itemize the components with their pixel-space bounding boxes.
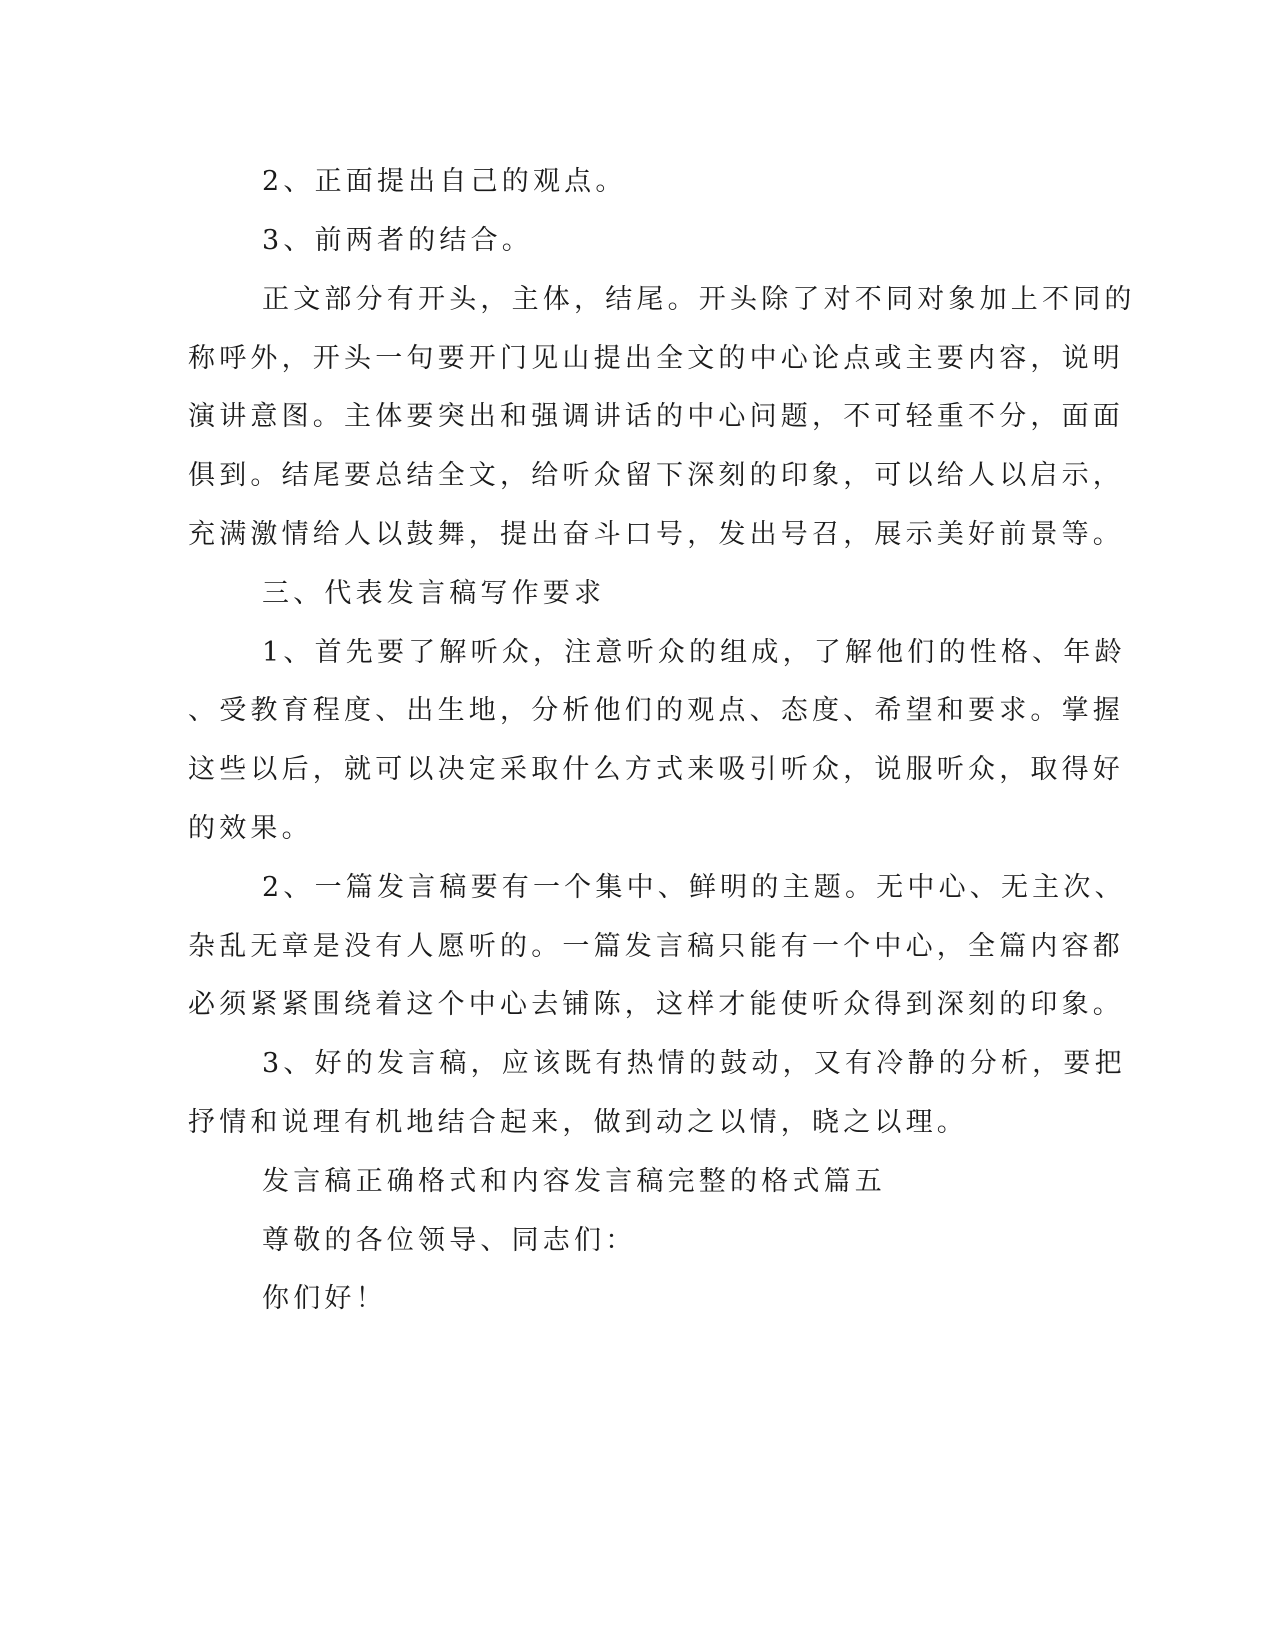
paragraph-line: 演讲意图。主体要突出和强调讲话的中心问题，不可轻重不分，面面 [188, 401, 1124, 432]
paragraph-line: 的效果。 [188, 813, 313, 844]
paragraph-line: 这些以后，就可以决定采取什么方式来吸引听众，说服听众，取得好 [188, 754, 1124, 785]
paragraph-line: 杂乱无章是没有人愿听的。一篇发言稿只能有一个中心，全篇内容都 [188, 931, 1124, 962]
greeting: 你们好！ [262, 1283, 387, 1314]
paragraph-line: 称呼外，开头一句要开门见山提出全文的中心论点或主要内容，说明 [188, 343, 1124, 374]
salutation: 尊敬的各位领导、同志们： [262, 1225, 637, 1256]
section-heading: 三、代表发言稿写作要求 [262, 578, 606, 609]
paragraph-line: 、受教育程度、出生地，分析他们的观点、态度、希望和要求。掌握 [188, 695, 1124, 726]
section-title: 发言稿正确格式和内容发言稿完整的格式篇五 [262, 1166, 886, 1197]
paragraph-line: 抒情和说理有机地结合起来，做到动之以情，晓之以理。 [188, 1107, 968, 1138]
paragraph-line: 3、好的发言稿，应该既有热情的鼓动，又有冷静的分析，要把 [262, 1048, 1126, 1079]
paragraph-line: 3、前两者的结合。 [262, 225, 533, 256]
paragraph-line: 俱到。结尾要总结全文，给听众留下深刻的印象，可以给人以启示， [188, 460, 1124, 491]
paragraph-line: 充满激情给人以鼓舞，提出奋斗口号，发出号召，展示美好前景等。 [188, 519, 1124, 550]
paragraph-line: 2、正面提出自己的观点。 [262, 166, 627, 197]
paragraph-line: 必须紧紧围绕着这个中心去铺陈，这样才能使听众得到深刻的印象。 [188, 989, 1124, 1020]
paragraph-line: 2、一篇发言稿要有一个集中、鲜明的主题。无中心、无主次、 [262, 872, 1126, 903]
paragraph-line: 正文部分有开头，主体，结尾。开头除了对不同对象加上不同的 [262, 284, 1136, 315]
paragraph-line: 1、首先要了解听众，注意听众的组成，了解他们的性格、年龄 [262, 637, 1126, 668]
